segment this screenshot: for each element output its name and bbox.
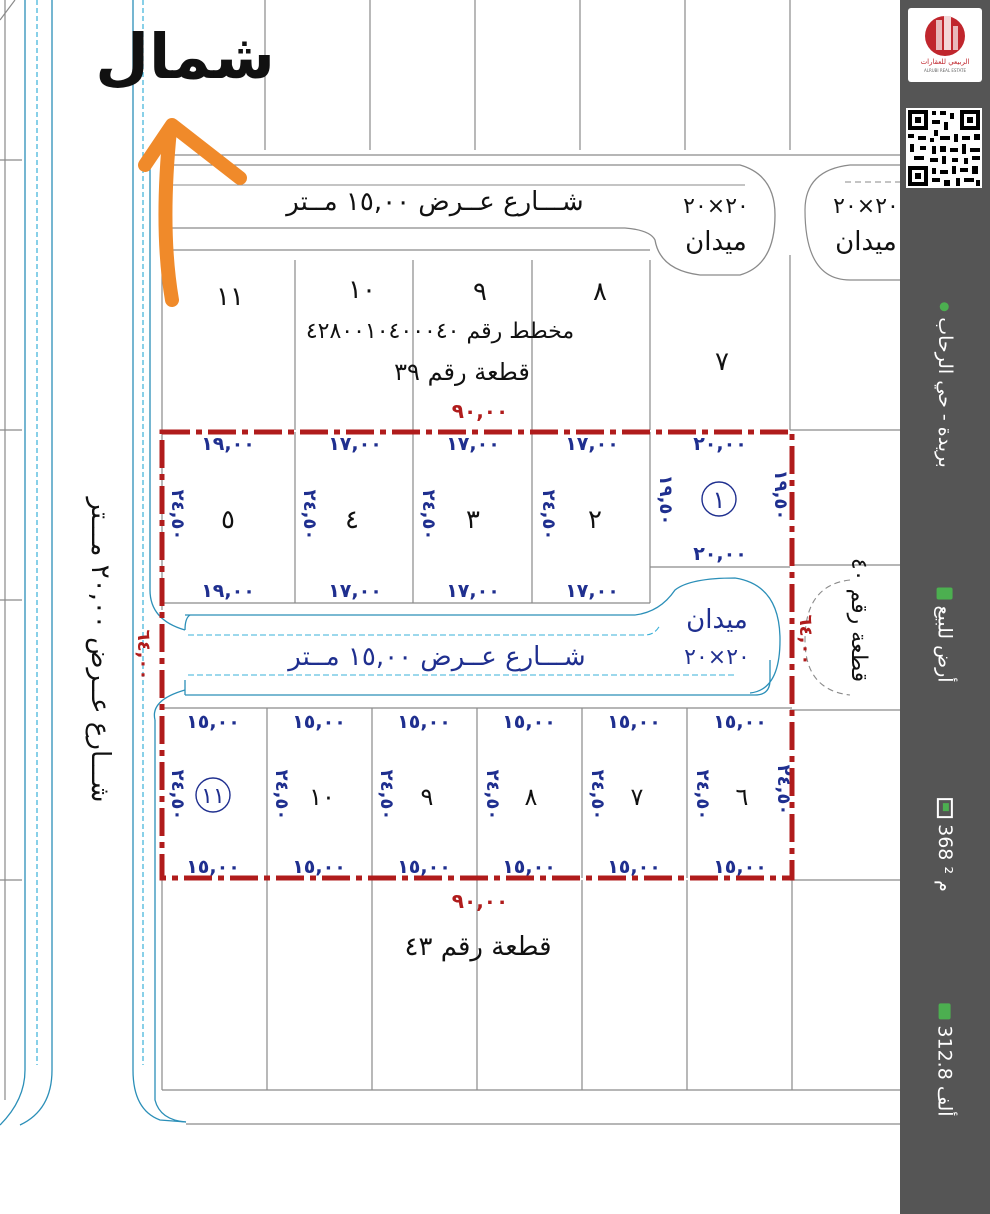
logo-name: الربيعي للعقارات (920, 58, 970, 66)
top-street-label: شـــارع عــرض ١٥,٠٠ مــتر (286, 187, 584, 217)
upper-lot-5-number: ٥ (221, 505, 235, 535)
upper-lot-2-number: ٢ (588, 505, 602, 535)
lower-lot-8-depth: ٢٤,٥٠ (482, 769, 503, 821)
price-row (900, 1000, 990, 1120)
maydan-size-top: ٢٠×٢٠ (683, 194, 749, 219)
lower-lot-6-depth: ٢٤,٥٠ (692, 769, 713, 821)
location-pin-icon (941, 302, 950, 311)
lower-lot-10-depth: ٢٤,٥٠ (271, 769, 292, 821)
upper-lot-1-depth-right: ١٩,٥٠ (770, 469, 791, 521)
lower-lot-8-top: ١٥,٠٠ (502, 711, 556, 733)
overall-bottom-width: ٩٠,٠٠ (451, 889, 509, 913)
south-parcel-label: قطعة رقم ٤٣ (404, 932, 552, 962)
logo-subtitle: ALRUBI REAL ESTATE (923, 68, 966, 73)
lower-lot-11-top: ١٥,٠٠ (186, 711, 240, 733)
qr-code-icon[interactable] (906, 108, 982, 188)
lower-lot-9-top: ١٥,٠٠ (397, 711, 451, 733)
upper-lot-2-depth: ٢٤,٥٠ (538, 489, 559, 541)
lower-lot-6-number: ٦ (735, 783, 749, 811)
lower-lot-8-bottom: ١٥,٠٠ (502, 856, 556, 878)
north-lot-9: ٩ (473, 277, 487, 307)
maydan-label-top: ميدان (685, 227, 747, 257)
maydan-label-far: ميدان (835, 227, 897, 257)
upper-lot-5-depth: ٢٤,٥٠ (167, 489, 188, 541)
upper-lot-4-number: ٤ (345, 505, 359, 535)
north-arrow-icon (145, 125, 240, 300)
building-logo-icon (908, 8, 982, 58)
upper-lot-3-top: ١٧,٠٠ (446, 433, 500, 455)
money-icon (939, 1003, 951, 1019)
location-row (900, 290, 990, 480)
area-row (900, 800, 990, 890)
lower-lot-10-top: ١٥,٠٠ (292, 711, 346, 733)
area-icon (937, 798, 953, 818)
lower-lot-10-number: ١٠ (309, 783, 335, 811)
lower-lot-9-number: ٩ (420, 783, 434, 811)
plan-number: مخطط رقم ٤٢٨٠٠١٠٤٠٠٠٤٠ (305, 319, 575, 344)
maydan-size-far: ٢٠×٢٠ (833, 194, 899, 219)
overall-right-depth: ٦٤,٠٠ (795, 614, 816, 666)
lower-row-lots (167, 711, 794, 878)
lower-lot-9-depth: ٢٤,٥٠ (376, 769, 397, 821)
company-logo[interactable] (908, 8, 982, 82)
upper-lot-2-top: ١٧,٠٠ (565, 433, 619, 455)
lower-lot-7-bottom: ١٥,٠٠ (607, 856, 661, 878)
upper-lot-4-top: ١٧,٠٠ (328, 433, 382, 455)
upper-lot-4-depth: ٢٤,٥٠ (299, 489, 320, 541)
lower-lot-11-number: ١١ (201, 784, 225, 809)
north-parcel-label: قطعة رقم ٣٩ (394, 358, 530, 386)
middle-street-label: شـــارع عــرض ١٥,٠٠ مــتر (288, 642, 586, 672)
lower-lot-10-bottom: ١٥,٠٠ (292, 856, 346, 878)
upper-lot-5-bottom: ١٩,٠٠ (201, 580, 255, 602)
upper-lot-1-top: ٢٠,٠٠ (693, 433, 747, 455)
lower-lot-7-top: ١٥,٠٠ (607, 711, 661, 733)
lower-lot-9-bottom: ١٥,٠٠ (397, 856, 451, 878)
listing-type-text: أرض للبيع (934, 605, 956, 683)
lower-lot-8-number: ٨ (524, 783, 538, 811)
overall-top-width: ٩٠,٠٠ (451, 399, 509, 423)
lower-lot-6-top: ١٥,٠٠ (713, 711, 767, 733)
upper-lot-3-bottom: ١٧,٠٠ (446, 580, 500, 602)
location-text: بريدة - حي الرحاب (934, 317, 957, 468)
lower-lot-7-number: ٧ (630, 783, 644, 811)
upper-lot-5-top: ١٩,٠٠ (201, 433, 255, 455)
upper-lot-3-number: ٣ (466, 505, 480, 535)
price-text: 312.8 ألف (934, 1025, 956, 1117)
top-street (162, 165, 900, 280)
north-lot-11: ١١ (216, 282, 244, 312)
upper-lot-3-depth: ٢٤,٥٠ (418, 489, 439, 541)
tag-icon (937, 587, 953, 599)
area-text: 368 م ² (934, 824, 956, 892)
north-lot-8: ٨ (593, 277, 607, 307)
lower-lot-7-depth: ٢٤,٥٠ (587, 769, 608, 821)
middle-street (185, 567, 850, 695)
upper-lot-1-number: ١ (712, 486, 726, 514)
north-lot-7: ٧ (715, 347, 729, 377)
lower-row-right-depth: ٢٤,٥٠ (773, 764, 794, 816)
north-lot-10: ١٠ (348, 275, 376, 305)
upper-lot-2-bottom: ١٧,٠٠ (565, 580, 619, 602)
lower-lot-11-depth: ٢٤,٥٠ (167, 769, 188, 821)
listing-type-row (900, 575, 990, 695)
maydan-size-middle: ٢٠×٢٠ (684, 645, 750, 670)
upper-lot-1-bottom: ٢٠,٠٠ (693, 543, 747, 565)
lower-lot-6-bottom: ١٥,٠٠ (713, 856, 767, 878)
north-label: شمال (95, 20, 275, 93)
upper-lot-1-depth-left: ١٩,٥٠ (655, 474, 676, 526)
lower-lot-11-bottom: ١٥,٠٠ (186, 856, 240, 878)
upper-lot-4-bottom: ١٧,٠٠ (328, 580, 382, 602)
overall-left-depth: ٦٤,٠٠ (133, 629, 154, 681)
upper-row-lots (167, 433, 791, 602)
maydan-label-middle: ميدان (686, 605, 748, 635)
east-parcel-label: قطعة رقم ٤٠ (846, 557, 871, 683)
west-street-label: شـــارع عــرض ٢٠,٠٠ مـــتر (85, 497, 115, 803)
